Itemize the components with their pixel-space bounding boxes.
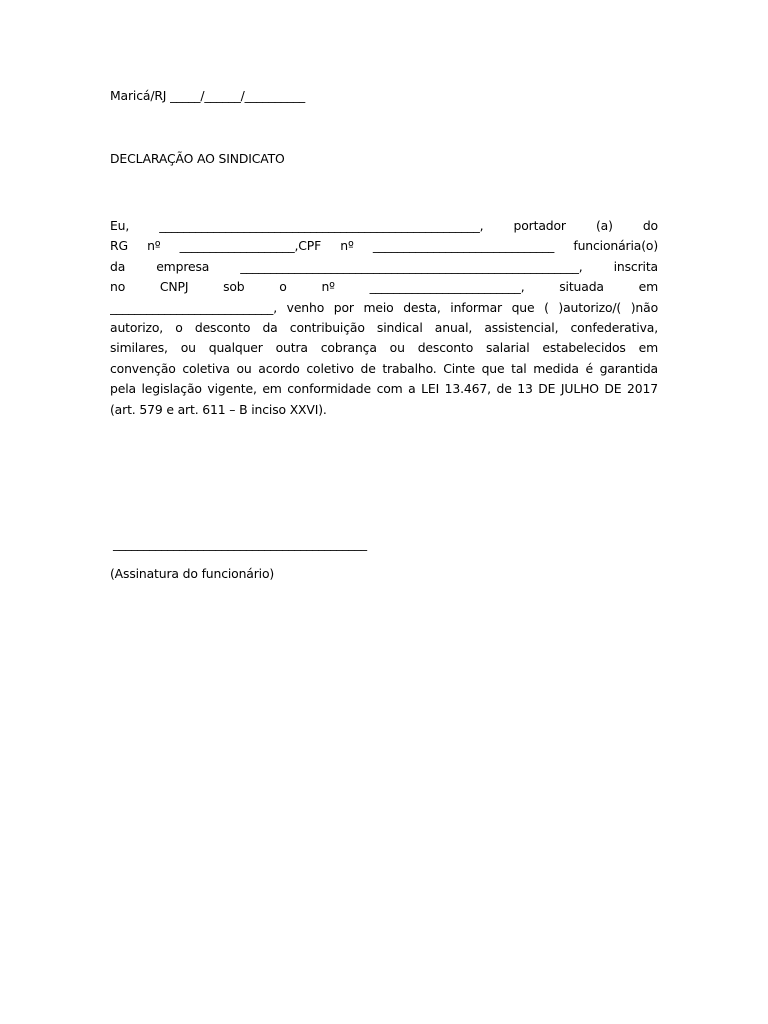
- body-line-5: ___________________________, venho por meio desta, informar que ( )autorizo/( )não: [110, 299, 658, 315]
- document-title: DECLARAÇÃO AO SINDICATO: [110, 151, 285, 166]
- body-line-8: convenção coletiva ou acordo coletivo de trabalho. Cinte que tal medida é garantida: [110, 360, 658, 376]
- body-line-10: (art. 579 e art. 611 – B inciso XXVI).: [110, 401, 327, 417]
- signature-label: (Assinatura do funcionário): [110, 566, 275, 581]
- body-line-4: no CNPJ sob o nº _________________________, situada em: [110, 279, 658, 295]
- declaration-body: [110, 216, 658, 420]
- body-line-7: similares, ou qualquer outra cobrança ou desconto salarial estabelecidos em: [110, 340, 658, 356]
- body-line-9: pela legislação vigente, em conformidade com a LEI 13.467, de 13 DE JULHO DE 2017: [110, 381, 658, 397]
- body-line-2: RG nº ___________________,CPF nº ______________________________ funcionária(o): [110, 238, 658, 254]
- body-line-1: Eu, _____________________________________________________, portador (a) do: [110, 218, 658, 233]
- place-date-line: Maricá/RJ _____/______/__________: [110, 88, 306, 103]
- body-line-6: autorizo, o desconto da contribuição sindical anual, assistencial, confederativa,: [110, 319, 658, 335]
- signature-line: __________________________________________: [113, 536, 367, 551]
- body-line-3: da empresa ________________________________________________________, inscrita: [110, 258, 658, 274]
